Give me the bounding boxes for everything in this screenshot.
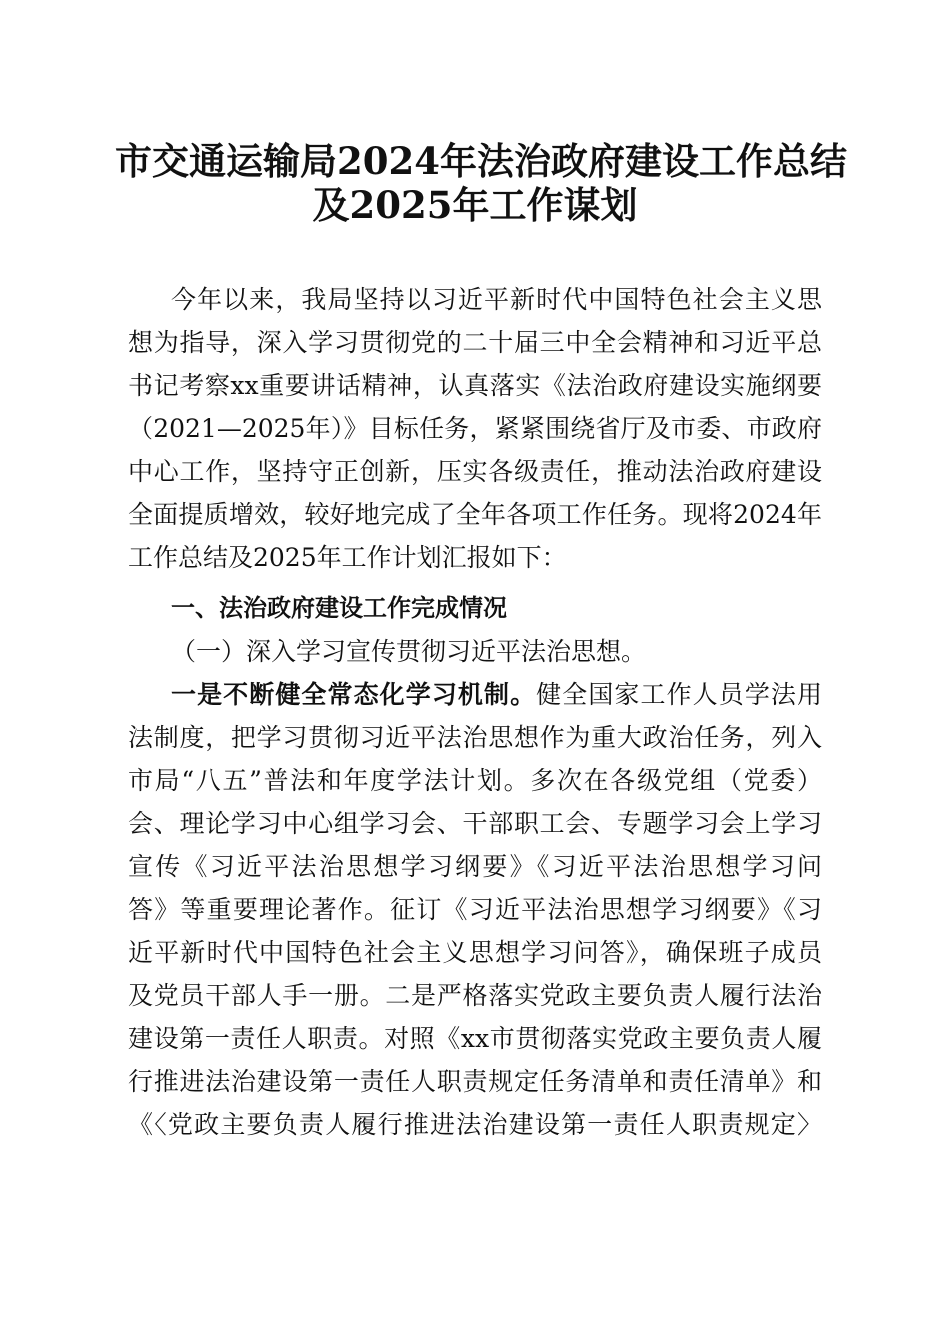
paragraph-line: 答》等重要理论著作。征订《习近平法治思想学习纲要》《习 [128, 895, 822, 924]
intro-line: 中心工作，坚持守正创新，压实各级责任，推动法治政府建设 [128, 457, 822, 486]
paragraph-line: 建设第一责任人职责。对照《xx市贯彻落实党政主要负责人履 [128, 1024, 822, 1053]
paragraph-lead: 一是不断健全常态化学习机制。 [171, 680, 537, 709]
paragraph-line: 及党员干部人手一册。二是严格落实党政主要负责人履行法治 [128, 981, 822, 1010]
paragraph-line: 宣传《习近平法治思想学习纲要》《习近平法治思想学习问 [128, 852, 822, 881]
paragraph-line: 市局“八五”普法和年度学法计划。多次在各级党组（党委） [128, 766, 822, 795]
document-title-line-2: 及2025年工作谋划 [312, 183, 638, 227]
paragraph-line: 近平新时代中国特色社会主义思想学习问答》，确保班子成员 [128, 938, 822, 967]
paragraph-line: 行推进法治建设第一责任人职责规定任务清单和责任清单》和 [128, 1067, 822, 1096]
intro-line: 想为指导，深入学习贯彻党的二十届三中全会精神和习近平总 [128, 328, 822, 357]
intro-line: 工作总结及2025年工作计划汇报如下： [128, 543, 567, 572]
paragraph-text: 健全国家工作人员学法用 [536, 680, 822, 709]
intro-line: （2021—2025年）》目标任务，紧紧围绕省厅及市委、市政府 [128, 414, 822, 443]
document-title-line-1: 市交通运输局2024年法治政府建设工作总结 [115, 139, 847, 183]
intro-line: 全面提质增效，较好地完成了全年各项工作任务。现将2024年 [128, 500, 822, 529]
intro-line: 今年以来，我局坚持以习近平新时代中国特色社会主义思 [171, 285, 822, 314]
paragraph-line: 会、理论学习中心组学习会、干部职工会、专题学习会上学习 [128, 809, 822, 838]
intro-line: 书记考察xx重要讲话精神，认真落实《法治政府建设实施纲要 [128, 371, 822, 400]
subsection-heading: （一）深入学习宣传贯彻习近平法治思想。 [171, 637, 647, 666]
paragraph-line: 《〈党政主要负责人履行推进法治建设第一责任人职责规定〉 [128, 1110, 822, 1139]
paragraph-line [171, 677, 822, 713]
section-heading: 一、法治政府建设工作完成情况 [171, 594, 507, 622]
paragraph-line: 法制度，把学习贯彻习近平法治思想作为重大政治任务，列入 [128, 723, 822, 752]
